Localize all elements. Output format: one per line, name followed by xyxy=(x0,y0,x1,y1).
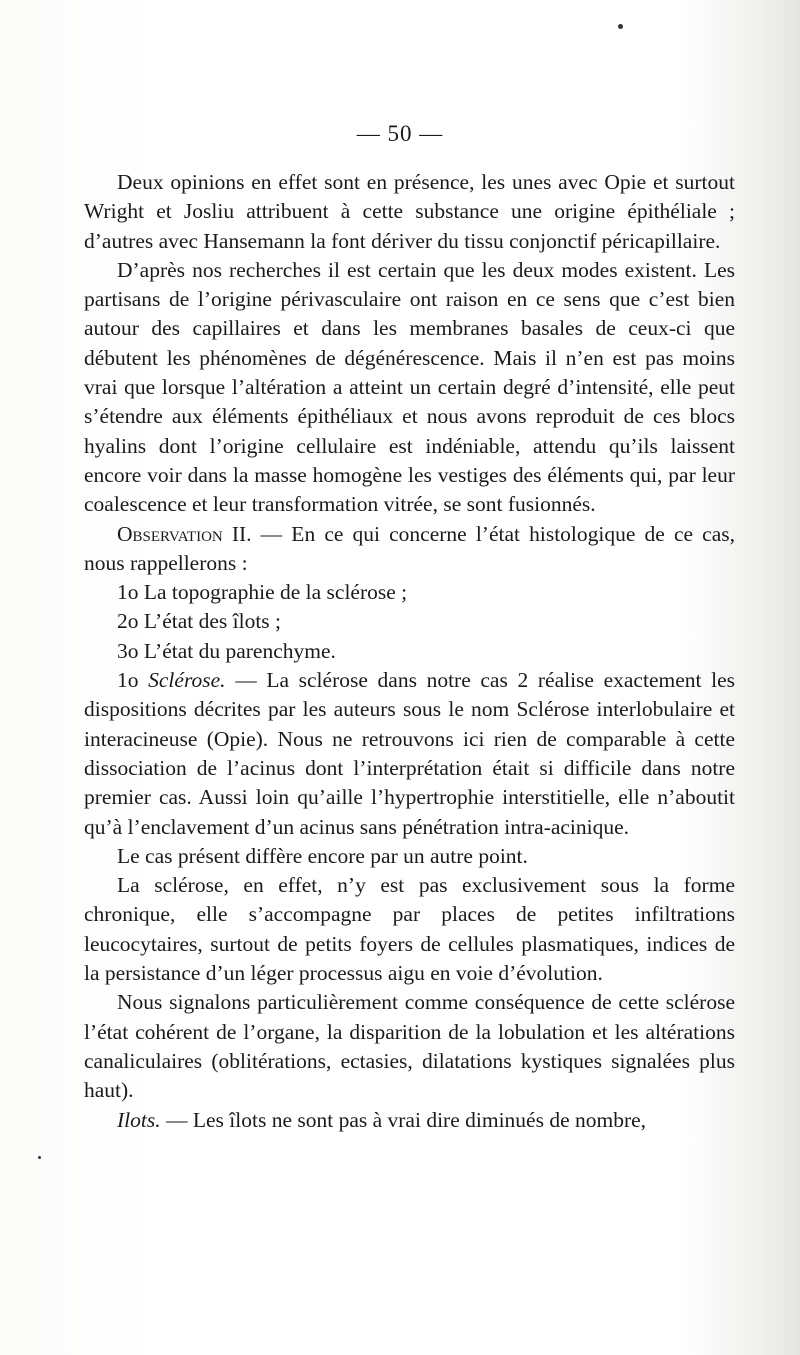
list-text: La topographie de la sclérose ; xyxy=(143,580,408,605)
paragraph-ilots xyxy=(84,1106,735,1135)
list-number: 1o xyxy=(117,580,139,605)
ilots-heading: Ilots. xyxy=(117,1107,161,1132)
observation-heading: Observation xyxy=(117,521,223,546)
paragraph-sclerose-effet: La sclérose, en effet, n’y est pas exclusivement sous la forme chronique, elle s’accompagne par places de petites infiltrations leucocytaires, surtout de petits foyers de cellules plasmatiques, indices de la persistance d’un léger processus aigu en voie d’évolution. xyxy=(84,873,735,986)
list-item xyxy=(84,607,735,636)
paragraph-observation xyxy=(84,520,735,579)
list-text: L’état des îlots ; xyxy=(143,609,282,634)
paragraph-cas-present: Le cas présent diffère encore par un autre point. xyxy=(117,843,528,868)
paragraph-opinions: Deux opinions en effet sont en présence, les unes avec Opie et surtout Wright et Josliu attribuent à cette substance une origine épithéliale ; d’autres avec Hansemann la font dériver du tissu conjonctif péricapillaire. xyxy=(84,170,735,253)
ilots-text: — Les îlots ne sont pas à vrai dire diminués de nombre, xyxy=(160,1107,647,1132)
body-text xyxy=(84,168,735,1135)
list-item xyxy=(84,637,735,666)
paragraph-signalons: Nous signalons particulièrement comme conséquence de cette sclérose l’état cohérent de l’organe, la disparition de la lobulation et les altérations canaliculaires (oblitérations, ectasies, dilatations kystiques signalées plus haut). xyxy=(84,990,735,1103)
sclerose-number: 1o xyxy=(117,668,139,693)
observation-numeral: II. xyxy=(222,521,252,546)
list-number: 3o xyxy=(117,638,139,663)
sclerose-text: — La sclérose dans notre cas 2 réalise exactement les dispositions décrites par les auteurs sous le nom Sclérose interlobulaire et interacineuse (Opie). Nous ne retrouvons ici rien de comparable à cette dissociation de l’acinus dont l’interprétation était si difficile dans notre premier cas. Aussi loin qu’aille l’hypertrophie interstitielle, elle n’aboutit qu’à l’enclavement d’un acinus sans pénétration intra-acinique. xyxy=(84,668,736,839)
list-text: L’état du parenchyme. xyxy=(143,638,336,663)
sclerose-heading: Sclérose. xyxy=(148,668,226,693)
list-number: 2o xyxy=(117,609,139,634)
list-item xyxy=(84,578,735,607)
observation-text: — En ce qui concerne l’état histologique de ce cas, nous rappellerons : xyxy=(84,521,735,575)
scan-speck xyxy=(38,1156,41,1159)
paragraph-recherches: D’après nos recherches il est certain que les deux modes existent. Les partisans de l’origine périvasculaire ont raison en ce sens que c’est bien autour des capillaires et dans les membranes basales de ceux-ci que débutent les phénomènes de dégénérescence. Mais il n’en est pas moins vrai que lorsque l’altération a atteint un certain degré d’intensité, elle peut s’étendre aux éléments épithéliaux et nous avons reproduit de ces blocs hyalins dont l’origine cellulaire est indéniable, attendu qu’ils laissent encore voir dans la masse homogène les vestiges des éléments qui, par leur coalescence et leur transformation vitrée, se sont fusionnés. xyxy=(84,257,735,517)
page-number: — 50 — xyxy=(356,121,444,146)
paragraph-sclerose xyxy=(84,666,735,842)
scan-speck xyxy=(618,24,623,29)
